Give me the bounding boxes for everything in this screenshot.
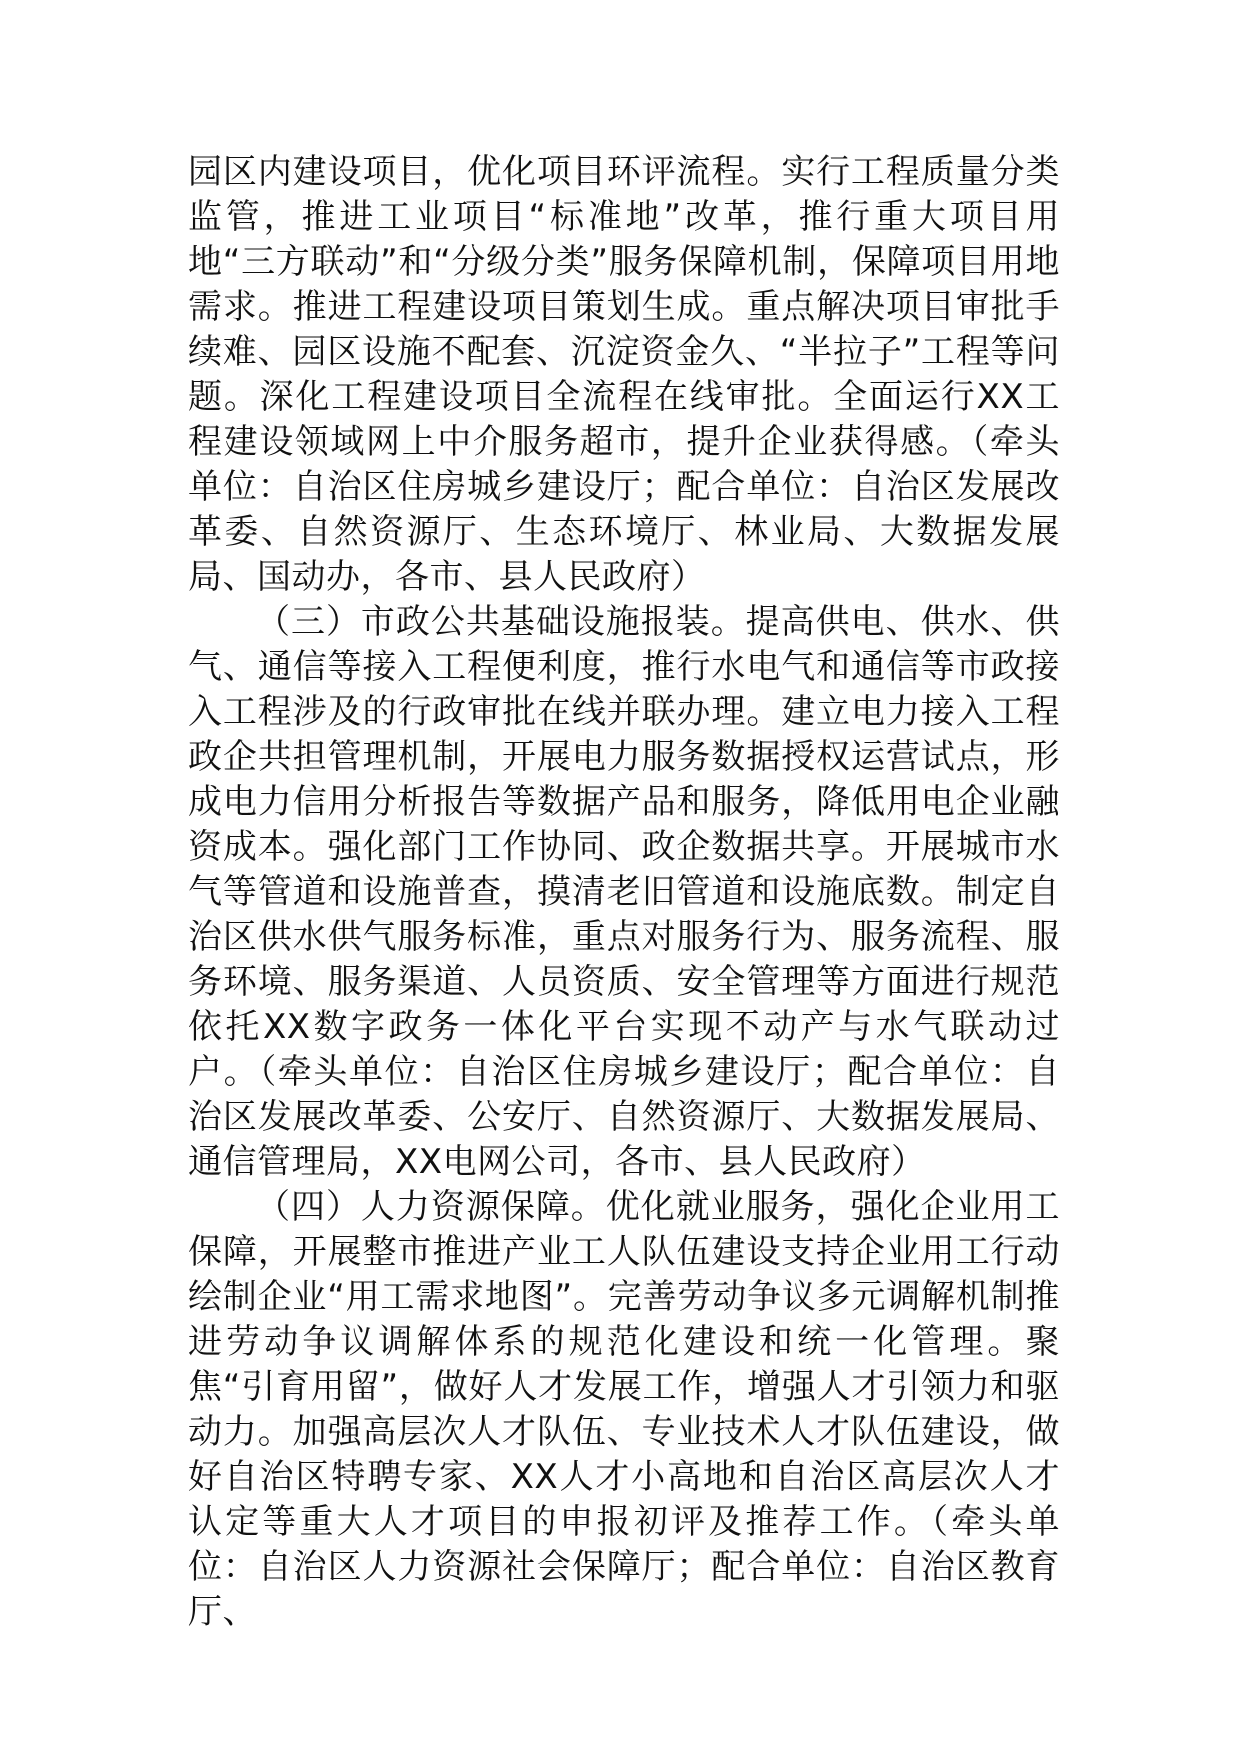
- paragraph-section-four: （四）人力资源保障。优化就业服务，强化企业用工保障，开展整市推进产业工人队伍建设支持企业用工行动绘制企业“用工需求地图”。完善劳动争议多元调解机制推进劳动争议调解体系的规范化建设和统一化管理。聚焦“引育用留”，做好人才发展工作，增强人才引领力和驱动力。加强高层次人才队伍、专业技术人才队伍建设，做好自治区特聘专家、XX人才小高地和自治区高层次人才认定等重大人才项目的申报初评及推荐工作。（牵头单位：自治区人力资源社会保障厅；配合单位：自治区教育厅、: [188, 1187, 1060, 1632]
- document-body: [188, 150, 1060, 1635]
- paragraph-continuation: 园区内建设项目，优化项目环评流程。实行工程质量分类监管，推进工业项目“标准地”改革，推行重大项目用地“三方联动”和“分级分类”服务保障机制，保障项目用地需求。推进工程建设项目策划生成。重点解决项目审批手续难、园区设施不配套、沉淀资金久、“半拉子”工程等问题。深化工程建设项目全流程在线审批。全面运行XX工程建设领域网上中介服务超市，提升企业获得感。（牵头单位：自治区住房城乡建设厅；配合单位：自治区发展改革委、自然资源厅、生态环境厅、林业局、大数据发展局、国动办，各市、县人民政府）: [188, 152, 1060, 597]
- paragraph-section-three: （三）市政公共基础设施报装。提高供电、供水、供气、通信等接入工程便利度，推行水电气和通信等市政接入工程涉及的行政审批在线并联办理。建立电力接入工程政企共担管理机制，开展电力服务数据授权运营试点，形成电力信用分析报告等数据产品和服务，降低用电企业融资成本。强化部门工作协同、政企数据共享。开展城市水气等管道和设施普查，摸清老旧管道和设施底数。制定自治区供水供气服务标准，重点对服务行为、服务流程、服务环境、服务渠道、人员资质、安全管理等方面进行规范依托XX数字政务一体化平台实现不动产与水气联动过户。（牵头单位：自治区住房城乡建设厅；配合单位：自治区发展改革委、公安厅、自然资源厅、大数据发展局、通信管理局，XX电网公司，各市、县人民政府）: [188, 602, 1060, 1182]
